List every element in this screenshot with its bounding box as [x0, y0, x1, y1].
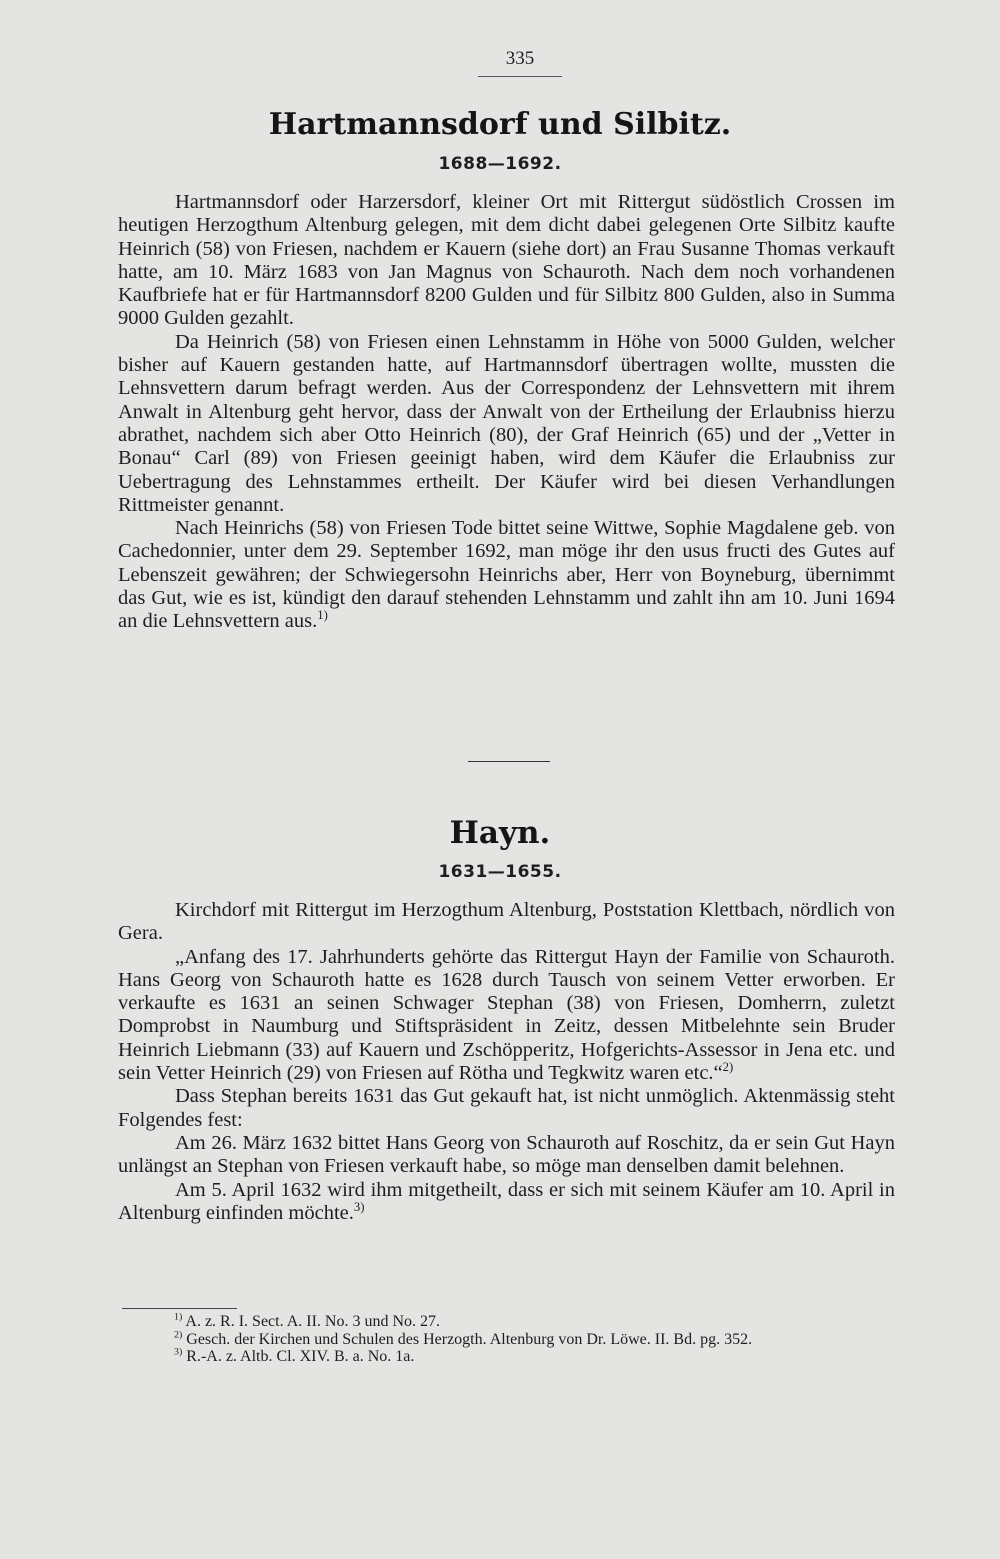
section-title-hayn: Hayn.	[449, 815, 551, 851]
footnote	[122, 1348, 902, 1366]
footnote-marker: 3)	[174, 1346, 183, 1358]
paragraph	[118, 1179, 895, 1226]
footnote-text: Gesch. der Kirchen und Schulen des Herzogth. Altenburg von Dr. Löwe. II. Bd. pg. 352.	[186, 1330, 753, 1348]
footnote-reference: 1)	[317, 608, 328, 623]
section-divider	[468, 761, 550, 762]
section-body-hayn	[118, 899, 895, 1225]
footnote-reference: 2)	[722, 1060, 734, 1075]
paragraph: Hartmannsdorf oder Harzersdorf, kleiner Ort mit Rittergut südöstlich Crossen im heutigen Herzogthum Altenburg gelegen, mit dem dicht dabei gelegenen Orte Silbitz kaufte Heinrich (58) von Friesen, nachdem er Kauern (siehe dort) an Frau Susanne Thomas verkauft hatte, am 10. März 1683 von Jan Magnus von Schauroth. Nach dem noch vorhandenen Kaufbriefe hat er für Hartmannsdorf 8200 Gulden und für Silbitz 800 Gulden, also in Summa 9000 Gulden gezahlt.	[118, 191, 895, 330]
footnote-reference: 3)	[353, 1200, 365, 1215]
section-dates-hayn: 1631—1655.	[438, 862, 562, 882]
section-title-hartmannsdorf: Hartmannsdorf und Silbitz.	[268, 107, 732, 142]
paragraph	[118, 946, 895, 1086]
paragraph: Am 26. März 1632 bittet Hans Georg von Schauroth auf Roschitz, da er sein Gut Hayn unlängst an Stephan von Friesen verkauft habe, so möge man denselben damit belehnen.	[118, 1131, 895, 1178]
page-number-rule	[478, 76, 562, 77]
paragraph: Dass Stephan bereits 1631 das Gut gekauft hat, ist nicht unmöglich. Aktenmässig steht Folgendes fest:	[118, 1085, 895, 1131]
footnote	[122, 1313, 902, 1331]
footnote-rule	[122, 1308, 237, 1309]
section-dates-hartmannsdorf: 1688—1692.	[438, 154, 562, 174]
paragraph-text: „Anfang des 17. Jahrhunderts gehörte das Rittergut Hayn der Familie von Schauroth. Hans Georg von Schauroth hatte es 1628 durch Tausch von seinem Vetter erworben. Er verkaufte es 1631 an seinen Schwager Stephan (38) von Friesen, Domherrn, zuletzt Domprobst in Naumburg und Stiftspräsident in Zeitz, dessen Mitbelehnte sein Bruder Heinrich Liebmann (33) auf Kauern und Zschöpperitz, Hofgerichts-Assessor in Jena etc. und sein Vetter Heinrich (29) von Friesen auf Rötha und Tegkwitz waren etc.“	[118, 945, 895, 1085]
paragraph-text: Nach Heinrichs (58) von Friesen Tode bittet seine Wittwe, Sophie Magdalene geb. von Cachedonnier, unter dem 29. September 1692, man möge ihr den usus fructi des Gutes auf Lebenszeit gewähren; der Schwiegersohn Heinrichs aber, Herr von Boyneburg, übernimmt das Gut, wie es ist, kündigt den darauf stehenden Lehnstamm und zahlt ihn am 10. Juni 1694 an die Lehnsvettern aus.	[118, 517, 895, 633]
page-number: 335	[505, 48, 535, 69]
footnote-text: R.-A. z. Altb. Cl. XIV. B. a. No. 1a.	[186, 1348, 415, 1365]
footnote-marker: 2)	[174, 1329, 183, 1341]
paragraph: Da Heinrich (58) von Friesen einen Lehnstamm in Höhe von 5000 Gulden, welcher bisher auf Kauern gestanden hatte, auf Hartmannsdorf übertragen wollte, mussten die Lehnsvettern darum befragt werden. Aus der Correspondenz der Lehnsvettern mit ihrem Anwalt in Altenburg geht hervor, dass der Anwalt von der Ertheilung der Erlaubniss hierzu abrathet, nachdem sich aber Otto Heinrich (80), der Graf Heinrich (65) und der „Vetter in Bonau“ Carl (89) von Friesen geeinigt haben, wird dem Käufer die Erlaubniss zur Uebertragung des Lehnstammes ertheilt. Der Käufer wird bei diesen Verhandlungen Rittmeister genannt.	[118, 330, 895, 516]
footnotes	[122, 1313, 902, 1366]
footnote	[122, 1331, 902, 1349]
paragraph	[118, 517, 895, 633]
section-body-hartmannsdorf	[118, 191, 895, 634]
paragraph: Kirchdorf mit Rittergut im Herzogthum Altenburg, Poststation Klettbach, nördlich von Gera.	[118, 899, 895, 945]
footnote-marker: 1)	[174, 1311, 183, 1323]
footnote-text: A. z. R. I. Sect. A. II. No. 3 und No. 27.	[185, 1313, 441, 1330]
paragraph-text: Am 5. April 1632 wird ihm mitgetheilt, dass er sich mit seinem Käufer am 10. April in Altenburg einfinden möchte.	[118, 1178, 895, 1224]
